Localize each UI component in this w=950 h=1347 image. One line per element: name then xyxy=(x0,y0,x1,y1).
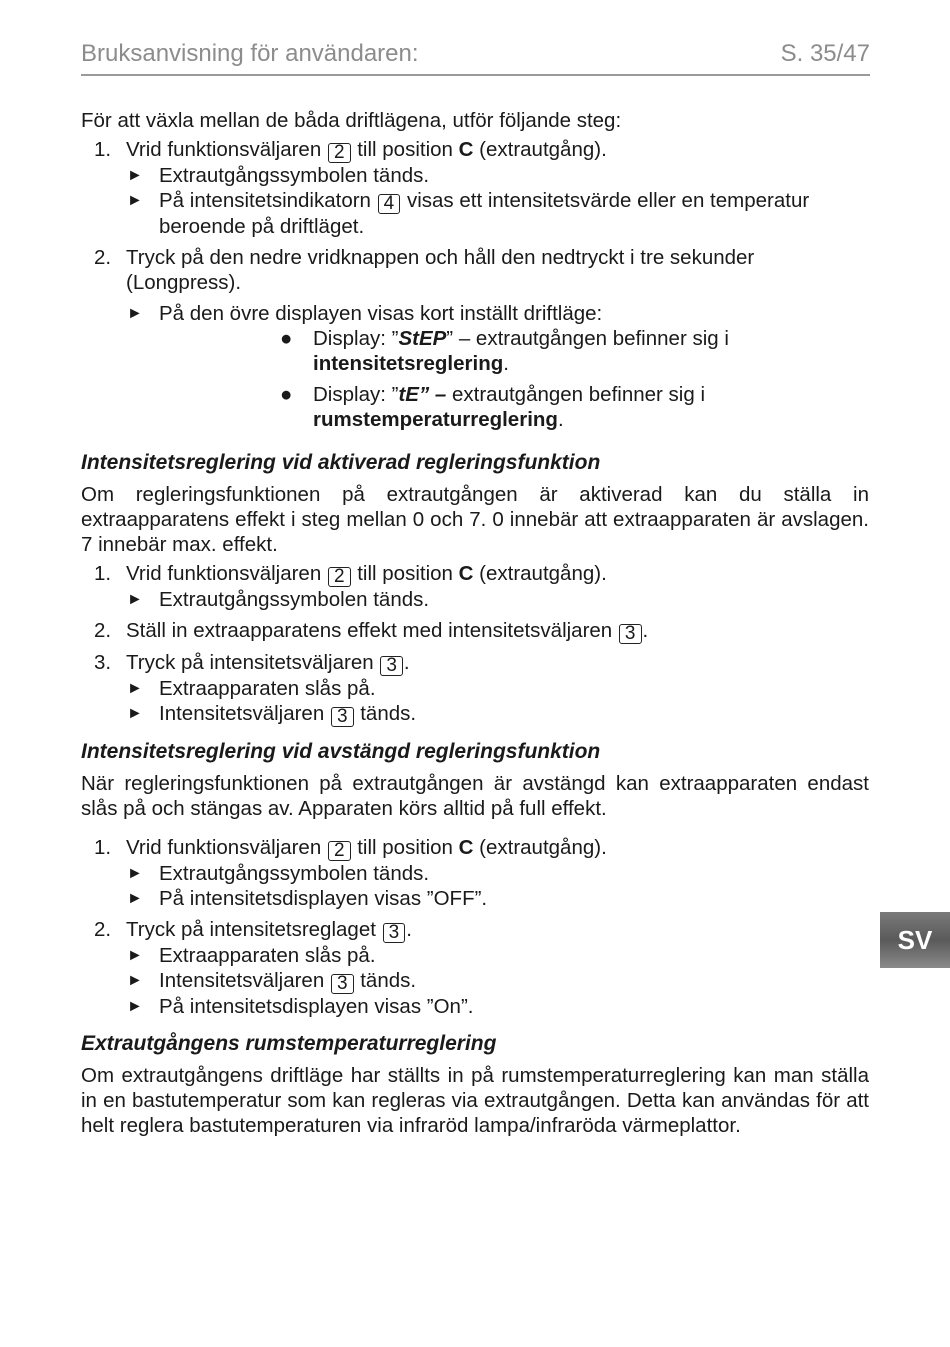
arrow-icon: ► xyxy=(127,998,143,1015)
step-2: 2. Ställ in extraapparatens effekt med intensitetsväljaren 3 . xyxy=(94,619,649,644)
bullet-icon: ● xyxy=(280,383,293,406)
ref-box: 3 xyxy=(380,656,403,676)
result-item: ► På intensitetsdisplayen visas ”OFF”. xyxy=(127,887,488,910)
ref-box: 3 xyxy=(383,923,406,943)
result-item: ► På intensitetsindikatorn 4 visas ett intensitetsvärde eller en temperatur beroende på driftläget. xyxy=(127,189,810,238)
step-2: 2. Tryck på den nedre vridknappen och håll den nedtryckt i tre sekunder (Longpress). ► På den övre displayen visas kort inställt driftläge: ● Display: ”StEP” – extrautgången befinner sig i intensitetsreglering. ● Display: ”tE” – extrautgången befinner sig i rumstemperaturreglering. xyxy=(81,245,869,432)
arrow-icon: ► xyxy=(127,305,143,322)
result-item: ► Extraapparaten slås på. xyxy=(127,677,376,700)
display-modes xyxy=(126,326,869,432)
page-header xyxy=(81,38,870,76)
step-1: 1. Vrid funktionsväljaren 2 till position C (extrautgång). ► Extrautgångssymbolen tänds. ► På intensitetsdisplayen visas ”OFF”. xyxy=(81,835,869,911)
ref-box: 4 xyxy=(378,194,401,214)
section-paragraph: När regleringsfunktionen på extrautgången är avstängd kan extraapparaten endast slås på och stängas av. Apparaten körs alltid på full effekt. xyxy=(81,772,869,820)
ref-box: 3 xyxy=(619,624,642,644)
result-item: ► Intensitetsväljaren 3 tänds. xyxy=(127,969,417,994)
display-mode-te: ● Display: ”tE” – extrautgången befinner sig i rumstemperaturreglering. xyxy=(280,383,705,431)
arrow-icon: ► xyxy=(127,192,143,209)
ref-box: 3 xyxy=(331,707,354,727)
result-item: ► Intensitetsväljaren 3 tänds. xyxy=(127,702,417,727)
arrow-icon: ► xyxy=(127,705,143,722)
step-2: 2. Tryck på intensitetsreglaget 3 . ► Extraapparaten slås på. ► Intensitetsväljaren 3 tänds. ► På intensitetsdisplayen visas ”On”. xyxy=(81,917,869,1019)
ref-box: 3 xyxy=(331,974,354,994)
arrow-icon: ► xyxy=(127,972,143,989)
header-title: Bruksanvisning för användaren: xyxy=(81,40,419,67)
section-heading: Intensitetsreglering vid avstängd regleringsfunktion xyxy=(81,740,601,763)
section-heading: Intensitetsreglering vid aktiverad regleringsfunktion xyxy=(81,451,601,474)
step-1: 1. Vrid funktionsväljaren 2 till position C (extrautgång). ► Extrautgångssymbolen tänds. xyxy=(81,561,869,612)
arrow-icon: ► xyxy=(127,865,143,882)
section-active-regulation xyxy=(81,450,869,727)
bullet-icon: ● xyxy=(280,327,293,350)
language-tab: SV xyxy=(880,912,950,968)
ref-box: 2 xyxy=(328,841,351,861)
section-paragraph: Om extrautgångens driftläge har ställts in på rumstemperaturreglering kan man ställa in en bastutemperatur som kan regleras via extrautgången. Detta kan användas för att helt reglera bastutemperaturen via infraröd lampa/infraröda värmeplattor. xyxy=(81,1064,869,1137)
section-heading: Extrautgångens rumstemperaturreglering xyxy=(81,1032,497,1055)
arrow-icon: ► xyxy=(127,680,143,697)
page-number: S. 35/47 xyxy=(780,40,870,67)
section-room-temperature xyxy=(81,1031,869,1138)
section-off-regulation xyxy=(81,739,869,1019)
ref-box: 2 xyxy=(328,143,351,163)
display-mode-step: ● Display: ”StEP” – extrautgången befinner sig i intensitetsreglering. xyxy=(280,327,729,375)
mode-switch-steps xyxy=(81,137,869,432)
result-item: ► På den övre displayen visas kort inställt driftläge: xyxy=(127,302,603,325)
result-item: ► Extrautgångssymbolen tänds. xyxy=(127,862,430,885)
section-paragraph: Om regleringsfunktionen på extrautgången är aktiverad kan du ställa in extraapparatens effekt i steg mellan 0 och 7. 0 innebär att extraapparaten är avslagen. 7 innebär max. effekt. xyxy=(81,483,869,556)
page-content xyxy=(81,108,869,1138)
arrow-icon: ► xyxy=(127,167,143,184)
result-item: ► Extrautgångssymbolen tänds. xyxy=(127,588,430,611)
arrow-icon: ► xyxy=(127,890,143,907)
intro-text: För att växla mellan de båda driftlägena, utför följande steg: xyxy=(81,109,622,132)
arrow-icon: ► xyxy=(127,947,143,964)
arrow-icon: ► xyxy=(127,591,143,608)
result-item: ► På intensitetsdisplayen visas ”On”. xyxy=(127,995,474,1018)
step-1: 1. Vrid funktionsväljaren 2 till position C (extrautgång). ► Extrautgångssymbolen tänds. ► På intensitetsindikatorn 4 visas ett intensitetsvärde eller en temperatur beroende på driftläget. xyxy=(81,137,869,239)
result-item: ► Extrautgångssymbolen tänds. xyxy=(127,164,430,187)
ref-box: 2 xyxy=(328,567,351,587)
result-item: ► Extraapparaten slås på. xyxy=(127,944,376,967)
step-3: 3. Tryck på intensitetsväljaren 3 . ► Extraapparaten slås på. ► Intensitetsväljaren 3 tänds. xyxy=(81,650,869,727)
